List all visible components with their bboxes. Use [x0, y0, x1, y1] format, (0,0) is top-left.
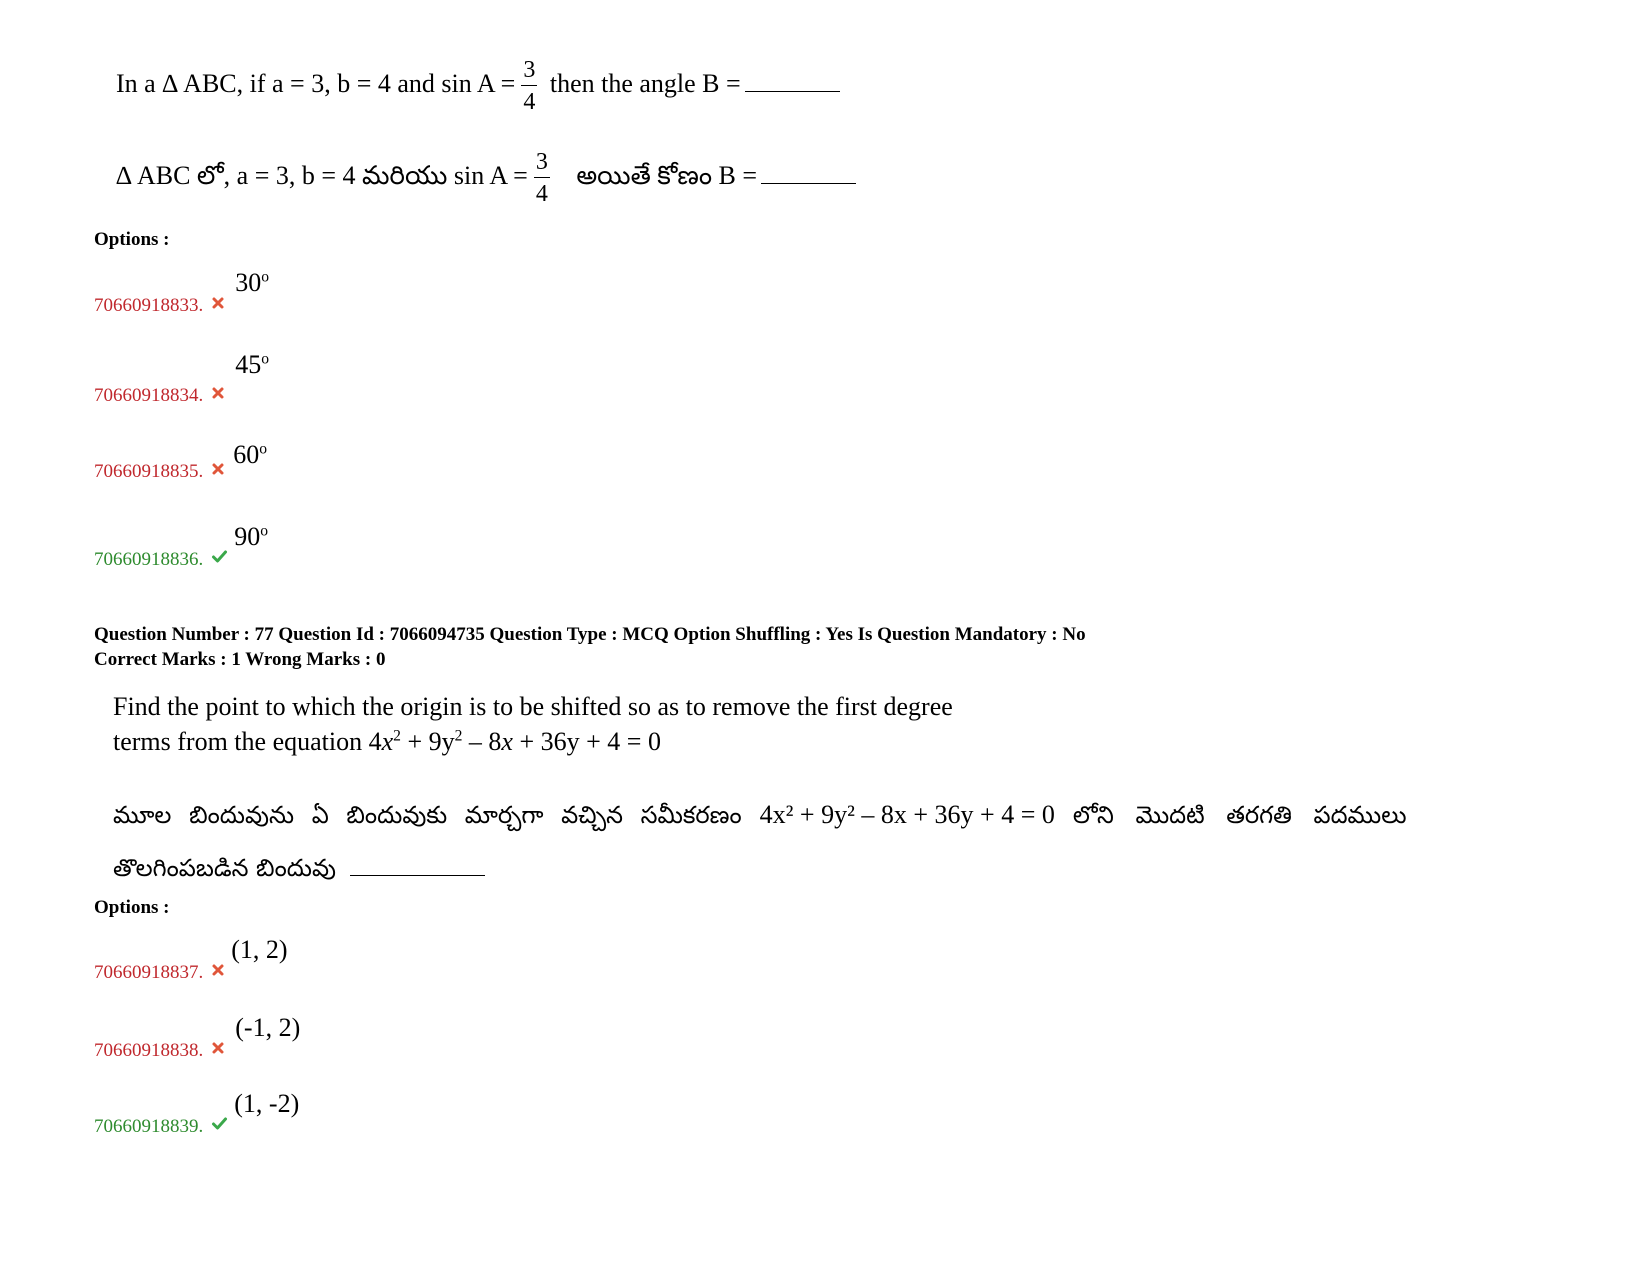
q76-english-prefix: In a ∆ ABC, if a = 3, b = 4 and sin A =: [116, 68, 516, 98]
degree-sup: o: [261, 350, 270, 368]
eq-var: x: [501, 727, 513, 756]
cross-icon: [211, 1041, 225, 1055]
option-id: 70660918837.: [94, 962, 204, 983]
option-id: 70660918833.: [94, 295, 204, 316]
option-row[interactable]: [94, 935, 288, 983]
eq-part: + 36y + 4 = 0: [512, 727, 661, 756]
degree-sup: o: [261, 268, 270, 286]
q77-telugu-line2: [113, 854, 485, 888]
answer-blank: [761, 182, 856, 184]
telugu-text: లోని మొదటి తరగతి పదములు: [1072, 801, 1407, 829]
cross-icon: [211, 462, 225, 476]
cross-icon: [211, 296, 225, 310]
telugu-text: తొలగింపబడిన బిందువు: [113, 854, 336, 882]
options-label: Options :: [94, 897, 170, 918]
frac-numerator: 3: [521, 58, 537, 86]
option-id: 70660918835.: [94, 461, 204, 482]
q77-english-line1: Find the point to which the origin is to be shifted so as to remove the first degree: [113, 692, 953, 721]
q77-english-line2: [113, 727, 661, 757]
eq-sup: 2: [454, 727, 463, 745]
option-row[interactable]: [94, 440, 268, 482]
option-value: [233, 440, 267, 469]
option-row[interactable]: [94, 1013, 301, 1061]
options-label: Options :: [94, 229, 170, 250]
option-value-text: 90: [234, 522, 261, 551]
cross-icon: [211, 963, 225, 977]
q77-telugu-line1: [113, 800, 1407, 835]
eq-var: x: [381, 727, 394, 756]
option-value: [235, 350, 269, 379]
telugu-equation: 4x² + 9y² – 8x + 36y + 4 = 0: [759, 800, 1055, 829]
check-icon: [211, 550, 228, 564]
option-value: (1, 2): [231, 935, 288, 964]
option-row[interactable]: [94, 268, 270, 316]
option-id: 70660918834.: [94, 385, 204, 406]
degree-sup: o: [260, 522, 269, 540]
eq-part: + 9y: [400, 727, 455, 756]
eq-part: terms from the equation 4: [113, 727, 382, 756]
option-row[interactable]: [94, 522, 269, 570]
option-value-text: 60: [233, 440, 260, 469]
q76-english-text: [116, 58, 840, 114]
q76-english-suffix: then the angle B =: [549, 68, 741, 98]
telugu-text: మూల బిందువును ఏ బిందువుకు మార్చగా వచ్చిన సమీకరణం: [113, 801, 742, 829]
option-row[interactable]: [94, 350, 270, 406]
option-id: 70660918838.: [94, 1040, 204, 1061]
answer-blank: [745, 90, 840, 92]
option-id: 70660918836.: [94, 549, 204, 570]
answer-blank: [350, 874, 485, 876]
q76-telugu-suffix: అయితే కోణం B =: [576, 160, 758, 190]
option-value-text: 30: [235, 268, 262, 297]
frac-denominator: 4: [523, 89, 536, 115]
eq-part: – 8: [462, 727, 502, 756]
option-value: (-1, 2): [235, 1013, 301, 1042]
q76-telugu-text: [116, 150, 856, 206]
q76-telugu-fraction: [534, 150, 550, 206]
option-value: (1, -2): [234, 1089, 300, 1118]
question-meta: Question Number : 77 Question Id : 7066094735 Question Type : MCQ Option Shuffling : Yes Is Question Mandatory : No: [94, 624, 1086, 645]
option-row[interactable]: [94, 1089, 300, 1137]
degree-sup: o: [259, 440, 268, 458]
cross-icon: [211, 386, 225, 400]
frac-numerator: 3: [534, 150, 550, 178]
q76-english-fraction: [521, 58, 537, 114]
check-icon: [211, 1117, 228, 1131]
q76-telugu-prefix: ∆ ABC లో, a = 3, b = 4 మరియు sin A =: [116, 160, 528, 190]
option-value-text: 45: [235, 350, 262, 379]
eq-sup: 2: [393, 727, 401, 745]
option-id: 70660918839.: [94, 1116, 204, 1137]
frac-denominator: 4: [535, 181, 548, 207]
marks-meta: Correct Marks : 1 Wrong Marks : 0: [94, 649, 386, 670]
option-value: [235, 268, 269, 297]
option-value: [234, 522, 268, 551]
